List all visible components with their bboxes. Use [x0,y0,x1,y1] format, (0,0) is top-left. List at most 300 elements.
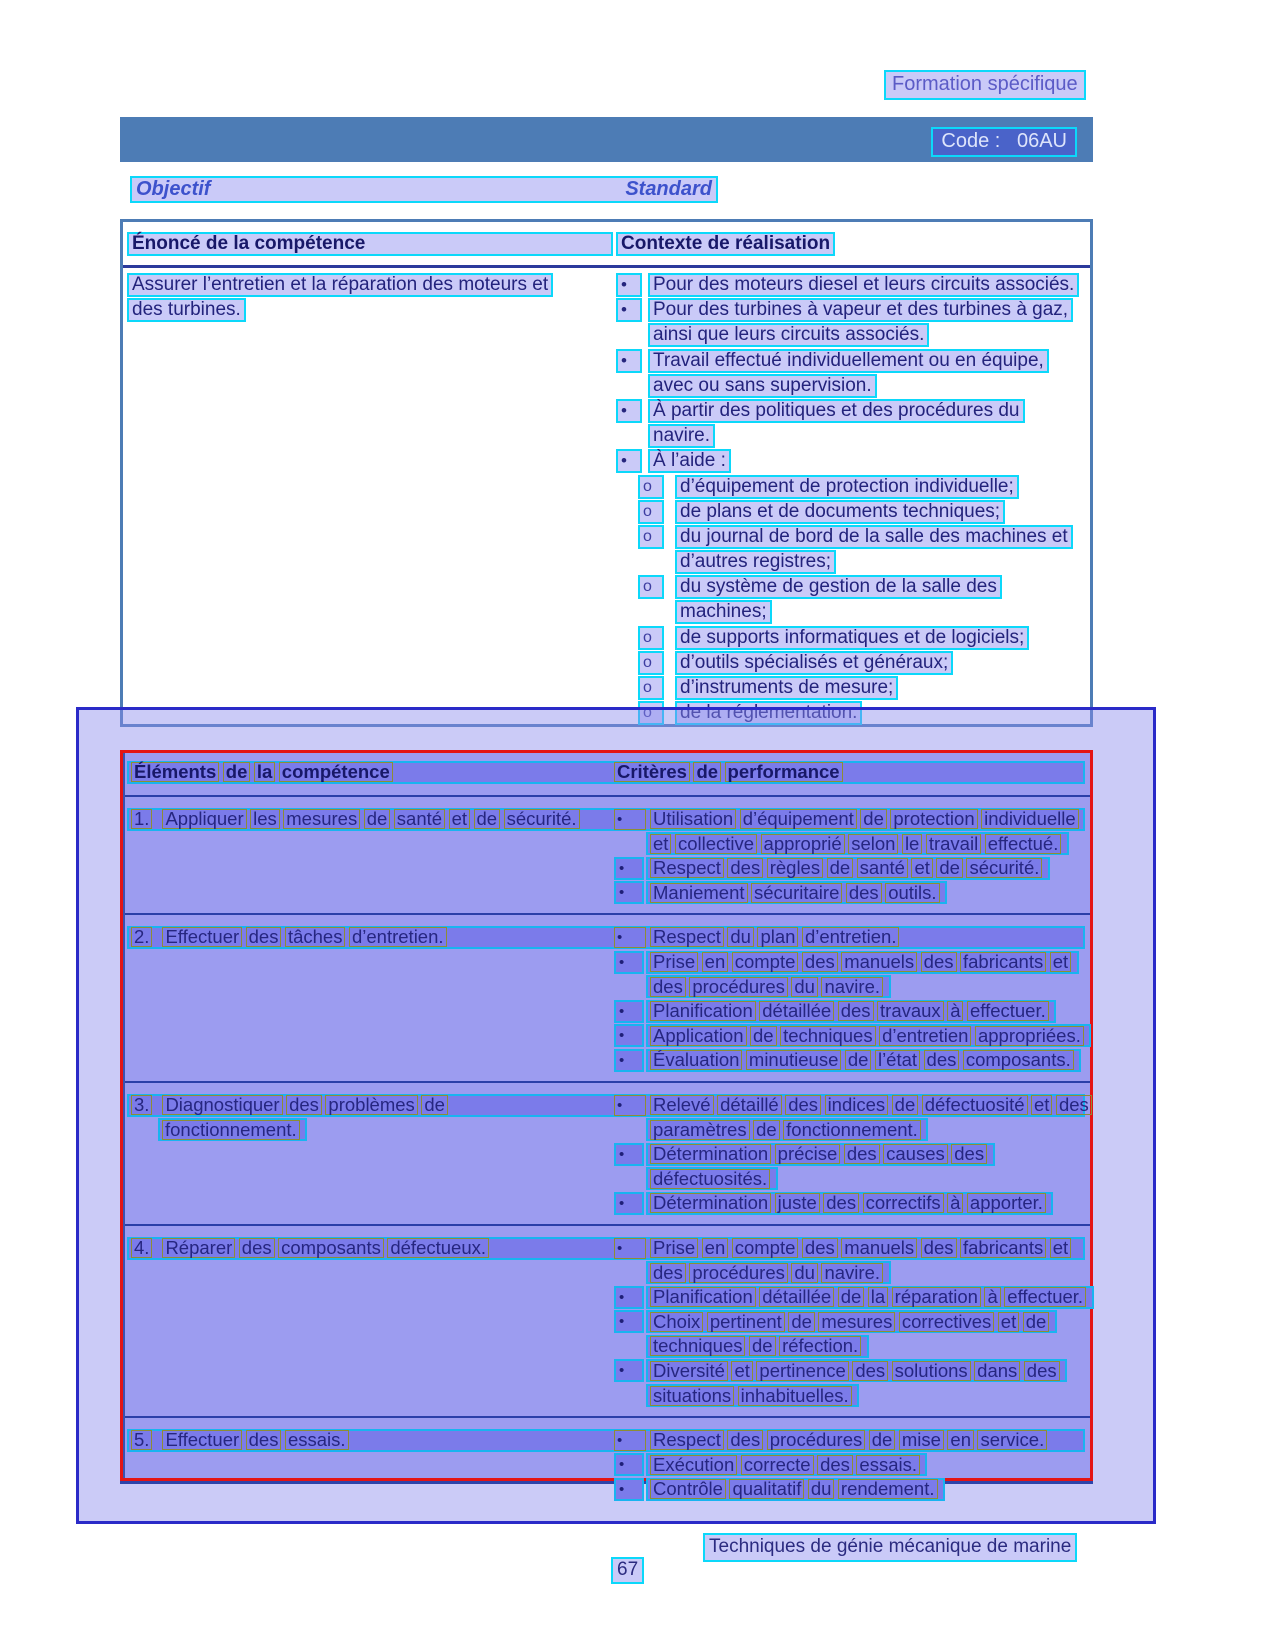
word-box: de [845,1050,872,1070]
word-box: réfection. [779,1336,861,1356]
word-box: de [860,809,887,829]
word-box: des [844,1144,880,1164]
word-box: détaillée [759,1287,834,1307]
criteria-line [614,951,1079,974]
word-box: effectuer. [967,1001,1049,1021]
word-box: à [947,1001,963,1021]
context-item-line [616,399,1088,424]
word-box: sécuritaire [751,883,842,903]
standard-label: Standard [625,178,712,200]
context-text: d’instruments de mesure; [675,676,898,700]
word-box: mesures [283,809,360,829]
word-box: des [924,1050,960,1070]
circle-icon: o [638,525,664,549]
word-box: mesures [818,1312,895,1332]
footer-label: Techniques de génie mécanique de marine [703,1533,1077,1562]
context-item-line [616,676,1088,701]
objectif-standard-band [130,176,718,203]
criteria-line [614,1453,927,1476]
word-box: à [947,1193,963,1213]
header-line [127,761,1085,786]
word-box: service. [977,1430,1047,1450]
table-line [127,1261,1085,1286]
word-box: des [852,1361,888,1381]
word-box: des [802,952,838,972]
table-line [127,951,1085,976]
table-line [127,1143,1085,1168]
statement-text: des turbines. [127,298,246,322]
word-box: des [727,858,763,878]
col-header-enonce: Énoncé de la compétence [127,232,613,256]
word-box: détaillée [759,1001,834,1021]
context-item-line [616,525,1088,550]
statement-text: Assurer l’entretien et la réparation des moteurs et [127,273,553,297]
context-text: d’autres registres; [675,550,836,574]
context-item-line [616,475,1088,500]
criteria-line [614,1000,1056,1023]
bullet-icon: • [614,857,644,880]
merged-line-band [127,808,1085,831]
word-box: tâches [285,927,346,947]
word-box: travail [926,834,981,854]
competence-table-header [123,222,1090,265]
criteria-line [614,1286,1094,1309]
bullet-icon: • [614,951,644,974]
word-box: Prise [650,1238,698,1258]
bullet-icon: • [614,1478,644,1501]
circle-icon: o [638,575,664,599]
word-box: Effectuer [162,1430,242,1450]
criteria-band [646,1335,869,1358]
context-text: machines; [675,600,772,624]
word-box: et [650,834,671,854]
word-box: minutieuse [746,1050,841,1070]
context-cell [616,273,1088,726]
word-box: composants. [963,1050,1074,1070]
criteria-start [614,808,1082,831]
table-line [127,1237,1085,1262]
word-box: en [702,952,729,972]
context-item-line [616,323,1088,348]
element-text [131,1430,352,1451]
word-box: inhabituelles. [738,1386,852,1406]
word-box: santé [394,809,445,829]
word-box: des [785,1095,821,1115]
circle-icon: o [638,626,664,650]
code-badge: Code : 06AU [931,127,1077,157]
word-box: manuels [841,952,917,972]
context-text: du journal de bord de la salle des machines et [675,525,1073,549]
table-line [127,1384,1085,1409]
competence-table [120,219,1093,727]
context-item-line [616,449,1088,474]
circle-icon: o [638,651,664,675]
word-box: de [936,858,963,878]
criteria-band [646,1167,778,1190]
table-line [127,1024,1085,1049]
merged-line-band [127,926,1085,949]
bullet-icon: • [616,349,642,373]
bullet-icon: • [616,273,642,297]
word-box: Détermination [650,1193,771,1213]
word-box: des [727,1430,763,1450]
word-box: individuelle [981,809,1079,829]
word-box: santé [857,858,908,878]
table-header-row [125,753,1090,795]
context-text: À l’aide : [648,449,731,473]
word-box: des [921,1238,957,1258]
word-box: situations [650,1386,734,1406]
word-box: du [808,1479,835,1499]
word-box: des [846,883,882,903]
word-box: fabricants [960,1238,1046,1258]
word-box: correctives [899,1312,994,1332]
word-box: de [364,809,391,829]
word-box: l’état [875,1050,920,1070]
word-box: des [817,1455,853,1475]
word-box: approprié [761,834,845,854]
word-box: travaux [877,1001,944,1021]
word-box: des [951,1144,987,1164]
word-box: procédures [767,1430,866,1450]
criteria-band [646,1286,1094,1309]
criteria-line [614,1024,1091,1047]
word-box: et [911,858,932,878]
bullet-icon: • [616,449,642,473]
col-header-criteres [614,761,846,784]
word-box: défectuosités. [650,1169,770,1189]
word-box: qualitatif [729,1479,804,1499]
context-text: Pour des moteurs diesel et leurs circuits associés. [648,273,1079,297]
word-box: Choix [650,1312,703,1332]
word-box: des [921,952,957,972]
criteria-band [646,1192,1053,1215]
bullet-icon: • [614,809,646,830]
word-box: d’équipement [740,809,857,829]
word-box: précise [775,1144,841,1164]
table-line [127,1429,1085,1454]
header-separator [123,265,1090,268]
section-label: Formation spécifique [884,70,1086,100]
word-box: Prise [650,952,698,972]
criteria-band [646,951,1079,974]
criteria-band [646,881,947,904]
word-box: du [791,977,818,997]
word-box: Relevé [650,1095,714,1115]
criteria-start [614,1094,1095,1117]
criteria-band [646,1143,995,1166]
word-box: techniques [650,1336,745,1356]
bullet-icon: • [614,927,646,948]
context-text: Travail effectué individuellement ou en équipe, [648,349,1049,373]
word-box: pertinent [707,1312,785,1332]
word-box: à [984,1287,1000,1307]
context-text: Pour des turbines à vapeur et des turbines à gaz, [648,298,1073,322]
context-text: de la réglementation. [675,701,862,725]
word-box: solutions [892,1361,971,1381]
word-box: navire. [821,977,883,997]
statement-cell [127,273,553,323]
word-box: apporter. [967,1193,1046,1213]
context-text: ainsi que leurs circuits associés. [648,323,929,347]
word-box: des [823,1193,859,1213]
table-row [125,1081,1090,1224]
word-box: de [693,762,721,782]
word-box: la [868,1287,888,1307]
word-box: d’entretien [879,1026,971,1046]
performance-table-body [123,753,1090,1500]
context-item-line [616,550,1088,575]
word-box: des [246,927,282,947]
criteria-line [614,857,1050,880]
table-line [127,1286,1085,1311]
criteria-band [646,857,1050,880]
criteria-band [646,1310,1057,1333]
word-box: correctifs [863,1193,944,1213]
circle-icon: o [638,676,664,700]
criteria-band [646,1478,945,1501]
word-box: Critères [614,762,690,782]
criteria-line [646,1335,869,1358]
word-box: juste [775,1193,820,1213]
word-box: des [838,1001,874,1021]
word-box: dans [974,1361,1020,1381]
criteria-start [614,1237,1075,1260]
row-number: 1. [131,809,152,829]
word-box: de [749,1336,776,1356]
bullet-icon: • [616,298,642,322]
criteria-line [646,1118,928,1141]
word-box: de [892,1095,919,1115]
word-box: pertinence [756,1361,848,1381]
word-box: détaillé [717,1095,782,1115]
word-box: Effectuer [162,927,242,947]
word-box: des [286,1095,322,1115]
table-line [127,1118,1085,1143]
word-box: en [702,1238,729,1258]
element-text [131,809,583,830]
performance-table [120,750,1093,1500]
table-row [125,795,1090,913]
criteria-line [646,832,1069,855]
criteria-band [646,1024,1091,1047]
word-box: les [250,809,280,829]
bullet-icon: • [614,1430,646,1451]
context-item-line [616,273,1088,298]
table-line [127,857,1085,882]
word-box: compétence [279,762,393,782]
word-box: de [223,762,251,782]
context-item-line [616,500,1088,525]
word-box: Appliquer [162,809,246,829]
word-box: manuels [841,1238,917,1258]
word-box: Diagnostiquer [162,1095,282,1115]
table-line [127,1359,1085,1384]
criteria-band [646,832,1069,855]
criteria-band [646,1049,1081,1072]
criteria-start [614,1429,1051,1452]
bullet-icon: • [614,881,644,904]
table-line [127,1049,1085,1074]
word-box: effectué. [985,834,1062,854]
bullet-icon: • [614,1049,644,1072]
word-box: paramètres [650,1120,750,1140]
bullet-icon: • [614,1000,644,1023]
col-header-elements [131,762,396,783]
element-continuation [158,1118,307,1141]
word-box: fonctionnement. [162,1120,300,1140]
word-box: Application [650,1026,747,1046]
word-box: techniques [780,1026,875,1046]
context-text: avec ou sans supervision. [648,374,877,398]
word-box: et [731,1361,752,1381]
word-box: navire. [821,1263,883,1283]
context-text: de plans et de documents techniques; [675,500,1005,524]
context-item-line [616,374,1088,399]
criteria-band [646,1359,1067,1382]
word-box: d’entretien. [349,927,447,947]
merged-line-band [127,1093,1089,1117]
word-box: et [449,809,470,829]
word-box: de [869,1430,896,1450]
word-box: des [1056,1095,1092,1115]
word-box: de [753,1120,780,1140]
criteria-line [614,1143,995,1166]
element-text [131,927,450,948]
element-text [131,1238,493,1259]
word-box: Respect [650,927,724,947]
criteria-line [646,975,891,998]
statement-line [127,273,553,298]
context-item-line [616,298,1088,323]
word-box: compte [732,952,799,972]
bullet-icon: • [614,1143,644,1166]
word-box: la [254,762,275,782]
criteria-start [614,926,903,949]
bullet-icon: • [614,1095,646,1116]
word-box: plan [757,927,798,947]
word-box: collective [675,834,757,854]
word-box: et [1031,1095,1052,1115]
table-line [127,1335,1085,1360]
word-box: Détermination [650,1144,771,1164]
word-box: protection [890,809,977,829]
word-box: de [838,1287,865,1307]
table-line [127,881,1085,906]
circle-icon: o [638,500,664,524]
context-item-line [616,600,1088,625]
context-item-line [616,651,1088,676]
word-box: appropriées. [975,1026,1084,1046]
word-box: de [474,809,501,829]
word-box: et [998,1312,1019,1332]
word-box: Utilisation [650,809,736,829]
criteria-line [646,1261,891,1284]
context-item-line [616,575,1088,600]
word-box: défectuosité [922,1095,1028,1115]
word-box: sécurité. [966,858,1042,878]
word-box: Respect [650,858,724,878]
context-item-line [616,349,1088,374]
criteria-band [646,1453,927,1476]
circle-icon: o [638,475,664,499]
word-box: Éléments [131,762,219,782]
criteria-line [614,1192,1053,1215]
table-row [125,1224,1090,1416]
word-box: du [791,1263,818,1283]
word-box: Évaluation [650,1050,742,1070]
word-box: problèmes [325,1095,417,1115]
merged-line-band [127,1237,1085,1260]
context-item-line [616,424,1088,449]
word-box: correcte [741,1455,814,1475]
word-box: performance [725,762,843,782]
word-box: règles [767,858,823,878]
criteria-line [614,1478,945,1501]
word-box: des [650,1263,686,1283]
criteria-line [646,1167,778,1190]
word-box: indices [825,1095,889,1115]
context-item-line [616,626,1088,651]
word-box: compte [732,1238,799,1258]
table-line [127,1310,1085,1335]
row-number: 3. [131,1095,152,1115]
word-box: sécurité. [504,809,580,829]
table-line [127,1192,1085,1217]
criteria-band [646,1000,1056,1023]
word-box: selon [848,834,898,854]
criteria-line [646,1384,859,1407]
word-box: Contrôle [650,1479,726,1499]
row-number: 5. [131,1430,152,1450]
word-box: procédures [689,977,788,997]
title-bar [120,117,1093,162]
word-box: de [788,1312,815,1332]
criteria-band [646,1384,859,1407]
col-header-criteres-words [614,762,846,783]
criteria-line [614,1310,1057,1333]
table-line [127,1453,1085,1478]
bullet-icon: • [614,1024,644,1047]
header-band [127,761,1085,784]
word-box: Planification [650,1287,756,1307]
row-number: 2. [131,927,152,947]
word-box: essais. [856,1455,920,1475]
bullet-icon: • [614,1238,646,1259]
word-box: d’entretien. [802,927,900,947]
word-box: de [827,858,854,878]
context-text: de supports informatiques et de logiciels; [675,626,1029,650]
bullet-icon: • [614,1453,644,1476]
criteria-line [614,881,947,904]
word-box: composants [278,1238,384,1258]
word-box: des [239,1238,275,1258]
word-box: des [1024,1361,1060,1381]
table-line [127,1167,1085,1192]
table-row [125,913,1090,1081]
word-box: fonctionnement. [783,1120,921,1140]
table-row [125,1416,1090,1510]
word-box: rendement. [838,1479,938,1499]
table-line [127,926,1085,951]
col-header-contexte: Contexte de réalisation [616,232,835,256]
word-box: du [727,927,754,947]
row-number: 4. [131,1238,152,1258]
circle-icon: o [638,701,664,725]
word-box: des [246,1430,282,1450]
word-box: défectueux. [387,1238,489,1258]
word-box: mise [899,1430,944,1450]
